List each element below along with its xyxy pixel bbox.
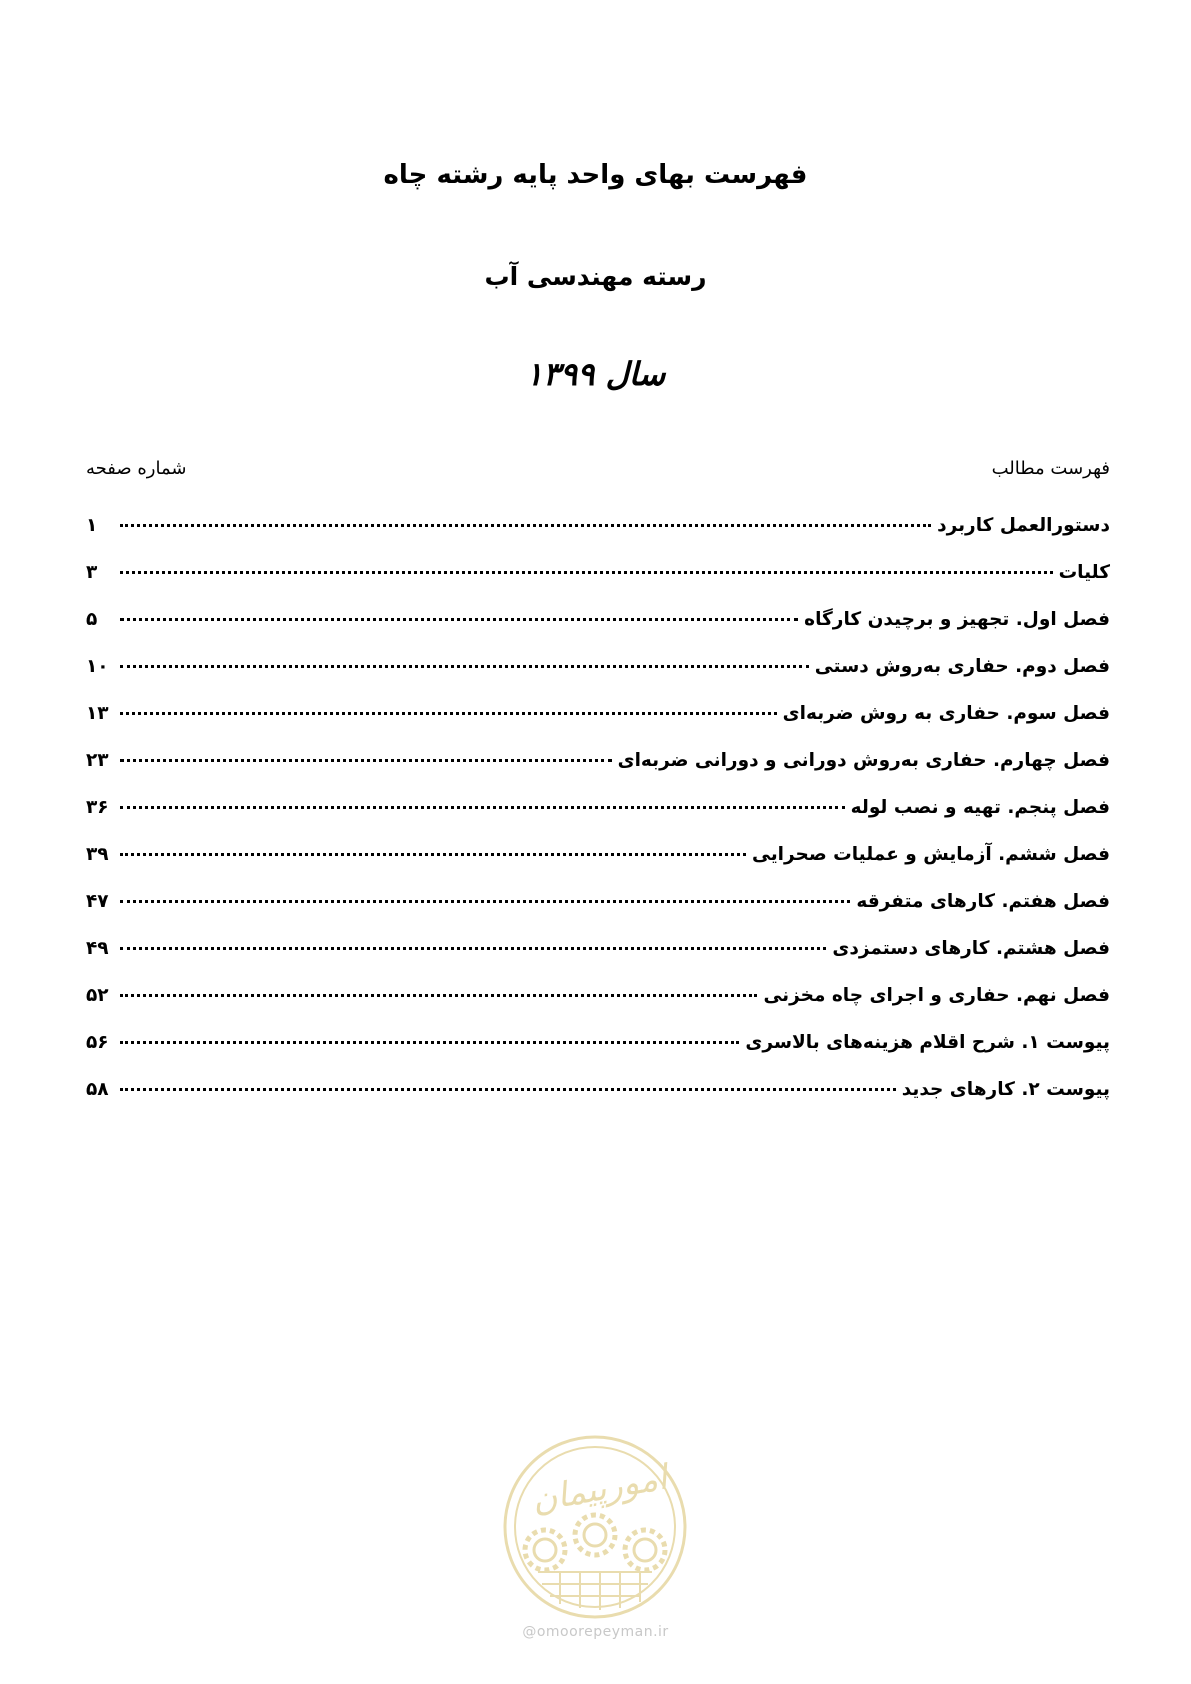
toc-leader-dots xyxy=(120,806,845,809)
toc-header xyxy=(86,458,1110,486)
watermark-website: @omoorepeyman.ir xyxy=(522,1624,669,1640)
toc-leader-dots xyxy=(120,759,612,762)
toc-entry-page: ۵۸ xyxy=(86,1079,109,1100)
toc-leader-dots xyxy=(120,900,850,903)
seal-logo-text: امورپیمان xyxy=(528,1457,671,1521)
toc-entry-title: پیوست ۲. کارهای جدید xyxy=(901,1079,1110,1100)
toc-leader-dots xyxy=(120,853,746,856)
toc-entry-page: ۵۶ xyxy=(86,1032,109,1053)
seal-gear-right-icon xyxy=(625,1530,665,1570)
toc-leader-dots xyxy=(120,712,777,715)
watermark-seal-logo xyxy=(500,1432,690,1622)
toc-entry[interactable] xyxy=(86,1079,1110,1126)
toc-entry[interactable] xyxy=(86,562,1110,609)
toc-entry-title: فصل هشتم. کارهای دستمزدی xyxy=(832,938,1110,959)
toc-leader-dots xyxy=(120,665,809,668)
toc-header-page-number: شماره صفحه xyxy=(86,458,187,479)
toc-leader-dots xyxy=(120,524,931,527)
toc-entry-title: کلیات xyxy=(1058,562,1110,583)
toc-leader-dots xyxy=(120,1088,896,1091)
toc-entry-page: ۱۰ xyxy=(86,656,109,677)
toc-entry-page: ۵۲ xyxy=(86,985,109,1006)
toc-leader-dots xyxy=(120,1041,739,1044)
toc-leader-dots xyxy=(120,947,826,950)
toc-leader-dots xyxy=(120,994,757,997)
toc-entry-title: پیوست ۱. شرح اقلام هزینه‌های بالاسری xyxy=(745,1032,1110,1053)
toc-entry-title: دستورالعمل کاربرد xyxy=(937,515,1110,536)
toc-leader-dots xyxy=(120,618,798,621)
seal-gear-left-icon xyxy=(525,1530,565,1570)
toc-entry-title: فصل اول. تجهیز و برچیدن کارگاه xyxy=(804,609,1110,630)
document-subtitle: رسته مهندسی آب xyxy=(484,262,707,291)
toc-entry-title: فصل چهارم. حفاری به‌روش دورانی و دورانی ضربه‌ای xyxy=(617,750,1110,771)
document-title: فهرست بهای واحد پایه رشته چاه xyxy=(383,160,808,190)
toc-entry-page: ۳ xyxy=(86,562,98,583)
toc-entry-page: ۳۹ xyxy=(86,844,109,865)
toc-entry-page: ۴۹ xyxy=(86,938,109,959)
toc-entry-title: فصل نهم. حفاری و اجرای چاه مخزنی xyxy=(763,985,1110,1006)
toc-entry[interactable] xyxy=(86,703,1110,750)
toc-entry[interactable] xyxy=(86,750,1110,797)
table-of-contents xyxy=(86,515,1110,1126)
toc-entry-page: ۱ xyxy=(86,515,98,536)
toc-entry[interactable] xyxy=(86,515,1110,562)
toc-entry-page: ۳۶ xyxy=(86,797,109,818)
document-year: سال ۱۳۹۹ xyxy=(525,355,666,393)
toc-entry-title: فصل پنجم. تهیه و نصب لوله xyxy=(850,797,1110,818)
toc-header-contents: فهرست مطالب xyxy=(991,458,1110,479)
toc-entry-page: ۴۷ xyxy=(86,891,109,912)
toc-entry[interactable] xyxy=(86,609,1110,656)
toc-entry[interactable] xyxy=(86,797,1110,844)
toc-entry-page: ۲۳ xyxy=(86,750,109,771)
toc-entry[interactable] xyxy=(86,985,1110,1032)
toc-entry-title: فصل ششم. آزمایش و عملیات صحرایی xyxy=(751,844,1110,865)
toc-entry[interactable] xyxy=(86,891,1110,938)
seal-gear-center-icon xyxy=(575,1515,615,1555)
toc-entry-title: فصل هفتم. کارهای متفرقه xyxy=(856,891,1110,912)
toc-entry-page: ۵ xyxy=(86,609,98,630)
toc-entry[interactable] xyxy=(86,844,1110,891)
toc-entry[interactable] xyxy=(86,1032,1110,1079)
toc-entry-page: ۱۳ xyxy=(86,703,109,724)
toc-entry-title: فصل سوم. حفاری به روش ضربه‌ای xyxy=(782,703,1110,724)
toc-entry[interactable] xyxy=(86,938,1110,985)
toc-entry-title: فصل دوم. حفاری به‌روش دستی xyxy=(814,656,1110,677)
toc-entry[interactable] xyxy=(86,656,1110,703)
seal-grid-icon xyxy=(538,1572,652,1610)
toc-leader-dots xyxy=(120,571,1053,574)
